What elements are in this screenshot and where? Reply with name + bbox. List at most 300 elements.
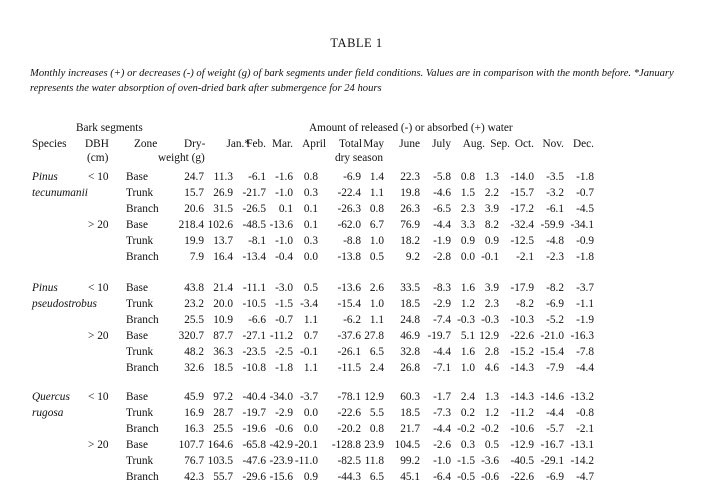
table-cell: 36.3 bbox=[213, 346, 233, 358]
table-cell: 45.1 bbox=[400, 471, 420, 483]
zone-label: Branch bbox=[126, 203, 159, 215]
table-cell: 0.1 bbox=[303, 203, 318, 215]
table-cell: -8.1 bbox=[248, 235, 266, 247]
table-cell: -42.9 bbox=[269, 439, 293, 451]
table-cell: -1.8 bbox=[576, 171, 594, 183]
table-cell: 2.8 bbox=[484, 346, 499, 358]
table-cell: 22.3 bbox=[400, 171, 420, 183]
table-cell: 0.9 bbox=[484, 235, 499, 247]
dbh-class: < 10 bbox=[88, 282, 109, 294]
table-cell: -14.0 bbox=[510, 171, 534, 183]
table-cell: 6.5 bbox=[369, 346, 384, 358]
table-cell: -11.2 bbox=[269, 330, 293, 342]
table-cell: -20.2 bbox=[337, 423, 361, 435]
table-cell: -0.1 bbox=[300, 346, 318, 358]
table-cell: -6.1 bbox=[546, 203, 564, 215]
table-cell: 1.1 bbox=[303, 314, 318, 326]
table-cell: -62.0 bbox=[337, 219, 361, 231]
table-cell: -22.6 bbox=[337, 407, 361, 419]
table-cell: 10.9 bbox=[213, 314, 233, 326]
zone-label: Branch bbox=[126, 423, 159, 435]
table-cell: -11.1 bbox=[242, 282, 266, 294]
table-cell: 164.6 bbox=[207, 439, 233, 451]
table-cell: 21.4 bbox=[213, 282, 233, 294]
header-dbh-unit: (cm) bbox=[87, 152, 109, 164]
table-cell: -2.9 bbox=[433, 298, 451, 310]
table-cell: -8.3 bbox=[433, 282, 451, 294]
table-cell: -26.1 bbox=[337, 346, 361, 358]
header-bark-segments: Bark segments bbox=[76, 122, 143, 134]
header-amount: Amount of released (-) or absorbed (+) water bbox=[309, 122, 513, 134]
table-cell: 2.3 bbox=[460, 203, 475, 215]
table-cell: 0.5 bbox=[303, 282, 318, 294]
table-cell: 19.9 bbox=[184, 235, 204, 247]
table-cell: -10.8 bbox=[242, 362, 266, 374]
table-cell: -34.0 bbox=[269, 391, 293, 403]
species-name: tecunumanii bbox=[32, 187, 88, 199]
table-cell: -3.0 bbox=[275, 282, 293, 294]
header-month: Nov. bbox=[542, 138, 564, 150]
table-cell: -40.5 bbox=[510, 455, 534, 467]
header-month: Feb. bbox=[246, 138, 266, 150]
table-cell: -23.5 bbox=[242, 346, 266, 358]
table-cell: -0.3 bbox=[481, 314, 499, 326]
table-cell: 0.0 bbox=[303, 251, 318, 263]
table-cell: -10.5 bbox=[242, 298, 266, 310]
table-cell: 32.8 bbox=[400, 346, 420, 358]
header-month: Total bbox=[338, 138, 362, 150]
table-cell: -128.8 bbox=[331, 439, 361, 451]
table-cell: 27.8 bbox=[364, 330, 384, 342]
table-cell: -4.5 bbox=[576, 203, 594, 215]
table-cell: 25.5 bbox=[184, 314, 204, 326]
zone-label: Base bbox=[126, 439, 148, 451]
table-cell: -27.1 bbox=[242, 330, 266, 342]
table-cell: 1.3 bbox=[484, 391, 499, 403]
table-cell: 102.6 bbox=[207, 219, 233, 231]
table-cell: 1.2 bbox=[460, 298, 475, 310]
table-cell: -26.5 bbox=[242, 203, 266, 215]
table-cell: -17.2 bbox=[510, 203, 534, 215]
table-cell: 5.5 bbox=[369, 407, 384, 419]
table-cell: 24.8 bbox=[400, 314, 420, 326]
header-month: Jan.* bbox=[226, 138, 250, 150]
table-cell: 23.2 bbox=[184, 298, 204, 310]
table-cell: -3.4 bbox=[300, 298, 318, 310]
header-dry-weight: weight (g) bbox=[158, 152, 205, 164]
species-name: Pinus bbox=[32, 171, 58, 183]
table-cell: 103.5 bbox=[207, 455, 233, 467]
table-cell: -1.7 bbox=[433, 391, 451, 403]
zone-label: Base bbox=[126, 219, 148, 231]
table-cell: 43.8 bbox=[184, 282, 204, 294]
table-cell: -8.2 bbox=[546, 282, 564, 294]
table-cell: 3.9 bbox=[484, 282, 499, 294]
table-cell: 1.6 bbox=[460, 346, 475, 358]
table-cell: -10.6 bbox=[510, 423, 534, 435]
table-cell: -15.6 bbox=[269, 471, 293, 483]
table-cell: -4.4 bbox=[546, 407, 564, 419]
zone-label: Base bbox=[126, 330, 148, 342]
table-cell: 26.3 bbox=[400, 203, 420, 215]
table-cell: 3.3 bbox=[460, 219, 475, 231]
header-month: April bbox=[302, 138, 326, 150]
table-title: TABLE 1 bbox=[330, 36, 383, 50]
table-cell: -13.2 bbox=[570, 391, 594, 403]
table-cell: 0.0 bbox=[303, 407, 318, 419]
table-cell: 0.1 bbox=[278, 203, 293, 215]
table-cell: -13.4 bbox=[242, 251, 266, 263]
table-cell: 8.2 bbox=[484, 219, 499, 231]
table-cell: -6.9 bbox=[546, 471, 564, 483]
zone-label: Branch bbox=[126, 314, 159, 326]
table-cell: -1.8 bbox=[576, 251, 594, 263]
species-name: Pinus bbox=[32, 282, 58, 294]
table-cell: -21.7 bbox=[242, 187, 266, 199]
table-cell: 11.8 bbox=[364, 455, 384, 467]
table-cell: 33.5 bbox=[400, 282, 420, 294]
zone-label: Base bbox=[126, 391, 148, 403]
table-cell: 97.2 bbox=[213, 391, 233, 403]
table-cell: -22.6 bbox=[510, 471, 534, 483]
table-cell: 42.3 bbox=[184, 471, 204, 483]
table-cell: 76.7 bbox=[184, 455, 204, 467]
table-cell: 21.7 bbox=[400, 423, 420, 435]
table-cell: -11.0 bbox=[294, 455, 318, 467]
zone-label: Base bbox=[126, 171, 148, 183]
table-cell: -59.9 bbox=[540, 219, 564, 231]
species-name: Quercus bbox=[32, 391, 70, 403]
table-cell: 12.9 bbox=[479, 330, 499, 342]
table-cell: 0.0 bbox=[303, 423, 318, 435]
table-cell: -6.1 bbox=[248, 171, 266, 183]
table-cell: -2.5 bbox=[275, 346, 293, 358]
table-cell: -48.5 bbox=[242, 219, 266, 231]
table-cell: -34.1 bbox=[570, 219, 594, 231]
table-cell: -15.4 bbox=[540, 346, 564, 358]
table-cell: -6.2 bbox=[343, 314, 361, 326]
table-cell: -47.6 bbox=[242, 455, 266, 467]
species-name: pseudostrobus bbox=[32, 298, 97, 310]
table-cell: -2.6 bbox=[433, 439, 451, 451]
table-cell: -1.5 bbox=[275, 298, 293, 310]
table-cell: -26.3 bbox=[337, 203, 361, 215]
table-cell: -5.8 bbox=[433, 171, 451, 183]
table-cell: -15.4 bbox=[337, 298, 361, 310]
dbh-class: < 10 bbox=[88, 171, 109, 183]
header-month: Dec. bbox=[572, 138, 594, 150]
dbh-class: > 20 bbox=[88, 219, 109, 231]
table-cell: -2.9 bbox=[275, 407, 293, 419]
table-cell: -22.4 bbox=[337, 187, 361, 199]
table-cell: -3.2 bbox=[546, 187, 564, 199]
table-cell: 28.7 bbox=[213, 407, 233, 419]
table-cell: 0.3 bbox=[460, 439, 475, 451]
table-cell: -2.1 bbox=[516, 251, 534, 263]
table-cell: -0.5 bbox=[457, 471, 475, 483]
table-cell: -19.7 bbox=[242, 407, 266, 419]
table-cell: 55.7 bbox=[213, 471, 233, 483]
table-cell: 12.9 bbox=[364, 391, 384, 403]
table-cell: 46.9 bbox=[400, 330, 420, 342]
table-cell: 76.9 bbox=[400, 219, 420, 231]
table-cell: -1.9 bbox=[576, 314, 594, 326]
header-dbh: DBH bbox=[85, 138, 109, 150]
table-cell: 2.4 bbox=[369, 362, 384, 374]
header-dry: Dry- bbox=[184, 138, 206, 150]
table-cell: 24.7 bbox=[184, 171, 204, 183]
table-cell: 0.8 bbox=[369, 423, 384, 435]
table-cell: -32.4 bbox=[510, 219, 534, 231]
table-cell: -44.3 bbox=[337, 471, 361, 483]
table-cell: -1.6 bbox=[275, 171, 293, 183]
table-cell: 1.4 bbox=[369, 171, 384, 183]
table-cell: 6.5 bbox=[369, 471, 384, 483]
table-cell: -7.9 bbox=[546, 362, 564, 374]
table-cell: -17.9 bbox=[510, 282, 534, 294]
table-cell: -21.0 bbox=[540, 330, 564, 342]
table-cell: 1.1 bbox=[369, 187, 384, 199]
table-cell: -4.4 bbox=[433, 423, 451, 435]
table-cell: -7.8 bbox=[576, 346, 594, 358]
zone-label: Trunk bbox=[126, 407, 154, 419]
table-cell: -3.6 bbox=[481, 455, 499, 467]
zone-label: Base bbox=[126, 282, 148, 294]
table-cell: 11.3 bbox=[213, 171, 233, 183]
table-cell: 0.5 bbox=[369, 251, 384, 263]
table-cell: -37.6 bbox=[337, 330, 361, 342]
table-cell: -7.4 bbox=[433, 314, 451, 326]
header-month: July bbox=[432, 138, 451, 150]
zone-label: Trunk bbox=[126, 235, 154, 247]
table-cell: 2.2 bbox=[484, 187, 499, 199]
table-cell: 45.9 bbox=[184, 391, 204, 403]
table-cell: -4.4 bbox=[433, 346, 451, 358]
table-cell: 1.0 bbox=[460, 362, 475, 374]
table-cell: -0.9 bbox=[576, 235, 594, 247]
table-cell: 320.7 bbox=[178, 330, 204, 342]
table-cell: 1.3 bbox=[484, 171, 499, 183]
table-cell: 26.8 bbox=[400, 362, 420, 374]
table-cell: -1.5 bbox=[457, 455, 475, 467]
table-cell: -12.5 bbox=[510, 235, 534, 247]
table-cell: 6.7 bbox=[369, 219, 384, 231]
table-cell: -0.3 bbox=[457, 314, 475, 326]
table-cell: -16.3 bbox=[570, 330, 594, 342]
zone-label: Branch bbox=[126, 362, 159, 374]
table-cell: 26.9 bbox=[213, 187, 233, 199]
table-cell: -11.5 bbox=[337, 362, 361, 374]
species-name: rugosa bbox=[32, 407, 64, 419]
table-cell: -0.7 bbox=[275, 314, 293, 326]
table-cell: 15.7 bbox=[184, 187, 204, 199]
table-cell: -13.6 bbox=[269, 219, 293, 231]
table-cell: -4.8 bbox=[546, 235, 564, 247]
table-cell: 1.0 bbox=[369, 298, 384, 310]
table-cell: -3.5 bbox=[546, 171, 564, 183]
table-cell: 16.4 bbox=[213, 251, 233, 263]
table-cell: 32.6 bbox=[184, 362, 204, 374]
table-cell: 1.1 bbox=[303, 362, 318, 374]
table-cell: 0.3 bbox=[303, 187, 318, 199]
table-cell: -13.8 bbox=[337, 251, 361, 263]
table-cell: -1.9 bbox=[433, 235, 451, 247]
table-cell: -8.8 bbox=[343, 235, 361, 247]
table-cell: 0.0 bbox=[460, 251, 475, 263]
table-cell: -6.4 bbox=[433, 471, 451, 483]
header-species: Species bbox=[32, 138, 67, 150]
table-cell: -2.8 bbox=[433, 251, 451, 263]
header-month: Mar. bbox=[271, 138, 293, 150]
table-cell: -5.7 bbox=[546, 423, 564, 435]
table-cell: -1.0 bbox=[275, 187, 293, 199]
table-cell: 2.4 bbox=[460, 391, 475, 403]
table-cell: -4.4 bbox=[433, 219, 451, 231]
header-month: Aug. bbox=[462, 138, 485, 150]
table-cell: -6.6 bbox=[248, 314, 266, 326]
table-cell: 20.0 bbox=[213, 298, 233, 310]
table-cell: 23.9 bbox=[364, 439, 384, 451]
table-caption: Monthly increases (+) or decreases (-) of weight (g) of bark segments under field conditions. Values are in comparison with the month before. *January represents the water absorption of oven-dried bark after submergence for 24 hours bbox=[30, 68, 674, 94]
table-cell: -19.6 bbox=[242, 423, 266, 435]
table-cell: -20.1 bbox=[294, 439, 318, 451]
table-cell: 107.7 bbox=[178, 439, 204, 451]
table-cell: -10.3 bbox=[510, 314, 534, 326]
table-cell: -5.2 bbox=[546, 314, 564, 326]
table-cell: -2.1 bbox=[576, 423, 594, 435]
table-cell: -13.1 bbox=[570, 439, 594, 451]
table-cell: -4.6 bbox=[433, 187, 451, 199]
table-cell: 48.2 bbox=[184, 346, 204, 358]
header-dry-season: dry season bbox=[335, 152, 384, 164]
table-cell: -22.6 bbox=[510, 330, 534, 342]
header-month: May bbox=[363, 138, 384, 150]
zone-label: Branch bbox=[126, 251, 159, 263]
table-cell: 1.1 bbox=[369, 314, 384, 326]
table-cell: -14.3 bbox=[510, 362, 534, 374]
table-cell: -40.4 bbox=[242, 391, 266, 403]
table-cell: -16.7 bbox=[540, 439, 564, 451]
table-cell: -15.2 bbox=[510, 346, 534, 358]
table-cell: -0.8 bbox=[576, 407, 594, 419]
table-cell: -3.7 bbox=[576, 282, 594, 294]
header-month: Sep. bbox=[490, 138, 510, 150]
table-cell: -2.3 bbox=[546, 251, 564, 263]
table-cell: 2.3 bbox=[484, 298, 499, 310]
table-cell: -23.9 bbox=[269, 455, 293, 467]
table-cell: 18.5 bbox=[400, 407, 420, 419]
table-cell: 0.8 bbox=[460, 171, 475, 183]
table-cell: 4.6 bbox=[484, 362, 499, 374]
table-cell: -0.7 bbox=[576, 187, 594, 199]
table-cell: -7.3 bbox=[433, 407, 451, 419]
dbh-class: > 20 bbox=[88, 330, 109, 342]
zone-label: Trunk bbox=[126, 346, 154, 358]
table-cell: 19.8 bbox=[400, 187, 420, 199]
table-cell: -13.6 bbox=[337, 282, 361, 294]
table-cell: 5.1 bbox=[460, 330, 475, 342]
table-cell: 0.2 bbox=[460, 407, 475, 419]
table-cell: -0.6 bbox=[275, 423, 293, 435]
table-cell: -19.7 bbox=[427, 330, 451, 342]
table-cell: 18.2 bbox=[400, 235, 420, 247]
table-cell: -14.6 bbox=[540, 391, 564, 403]
table-cell: -7.1 bbox=[433, 362, 451, 374]
table-cell: 31.5 bbox=[213, 203, 233, 215]
table-cell: 13.7 bbox=[213, 235, 233, 247]
header-month: Oct. bbox=[514, 138, 534, 150]
table-cell: -6.9 bbox=[343, 171, 361, 183]
table-cell: 1.0 bbox=[369, 235, 384, 247]
table-cell: -78.1 bbox=[337, 391, 361, 403]
table-cell: 0.8 bbox=[303, 171, 318, 183]
table-cell: -11.2 bbox=[510, 407, 534, 419]
table-cell: -1.0 bbox=[433, 455, 451, 467]
table-cell: 0.5 bbox=[484, 439, 499, 451]
zone-label: Trunk bbox=[126, 298, 154, 310]
table-cell: 1.6 bbox=[460, 282, 475, 294]
dbh-class: < 10 bbox=[88, 391, 109, 403]
table-cell: 0.1 bbox=[303, 219, 318, 231]
table-cell: 87.7 bbox=[213, 330, 233, 342]
table-cell: 104.5 bbox=[394, 439, 420, 451]
zone-label: Branch bbox=[126, 471, 159, 483]
table-cell: 7.9 bbox=[189, 251, 204, 263]
table-cell: 218.4 bbox=[178, 219, 204, 231]
table-cell: -65.8 bbox=[242, 439, 266, 451]
table-cell: -14.3 bbox=[510, 391, 534, 403]
table-cell: 0.9 bbox=[303, 471, 318, 483]
table-cell: 25.5 bbox=[213, 423, 233, 435]
table-cell: 16.3 bbox=[184, 423, 204, 435]
table-cell: 18.5 bbox=[400, 298, 420, 310]
table-cell: 20.6 bbox=[184, 203, 204, 215]
table-cell: 0.8 bbox=[369, 203, 384, 215]
table-cell: 9.2 bbox=[405, 251, 420, 263]
table-cell: -15.7 bbox=[510, 187, 534, 199]
table-cell: -0.2 bbox=[457, 423, 475, 435]
table-cell: 18.5 bbox=[213, 362, 233, 374]
table-cell: -3.7 bbox=[300, 391, 318, 403]
table-cell: -14.2 bbox=[570, 455, 594, 467]
table-cell: 0.9 bbox=[460, 235, 475, 247]
dbh-class: > 20 bbox=[88, 439, 109, 451]
table-cell: 2.6 bbox=[369, 282, 384, 294]
table-cell: -0.6 bbox=[481, 471, 499, 483]
table-cell: -29.6 bbox=[242, 471, 266, 483]
table-cell: -6.9 bbox=[546, 298, 564, 310]
table-cell: 60.3 bbox=[400, 391, 420, 403]
table-cell: -0.2 bbox=[481, 423, 499, 435]
header-zone: Zone bbox=[134, 138, 158, 150]
table-cell: 0.7 bbox=[303, 330, 318, 342]
table-cell: -8.2 bbox=[516, 298, 534, 310]
zone-label: Trunk bbox=[126, 187, 154, 199]
table-cell: -1.8 bbox=[275, 362, 293, 374]
table-cell: -82.5 bbox=[337, 455, 361, 467]
table-cell: -6.5 bbox=[433, 203, 451, 215]
table-cell: -0.1 bbox=[481, 251, 499, 263]
zone-label: Trunk bbox=[126, 455, 154, 467]
table-cell: 1.2 bbox=[484, 407, 499, 419]
table-cell: 1.5 bbox=[460, 187, 475, 199]
table-cell: -4.7 bbox=[576, 471, 594, 483]
table-cell: 0.3 bbox=[303, 235, 318, 247]
table-cell: -12.9 bbox=[510, 439, 534, 451]
table-cell: -4.4 bbox=[576, 362, 594, 374]
table-cell: -29.1 bbox=[540, 455, 564, 467]
table-cell: -1.0 bbox=[275, 235, 293, 247]
